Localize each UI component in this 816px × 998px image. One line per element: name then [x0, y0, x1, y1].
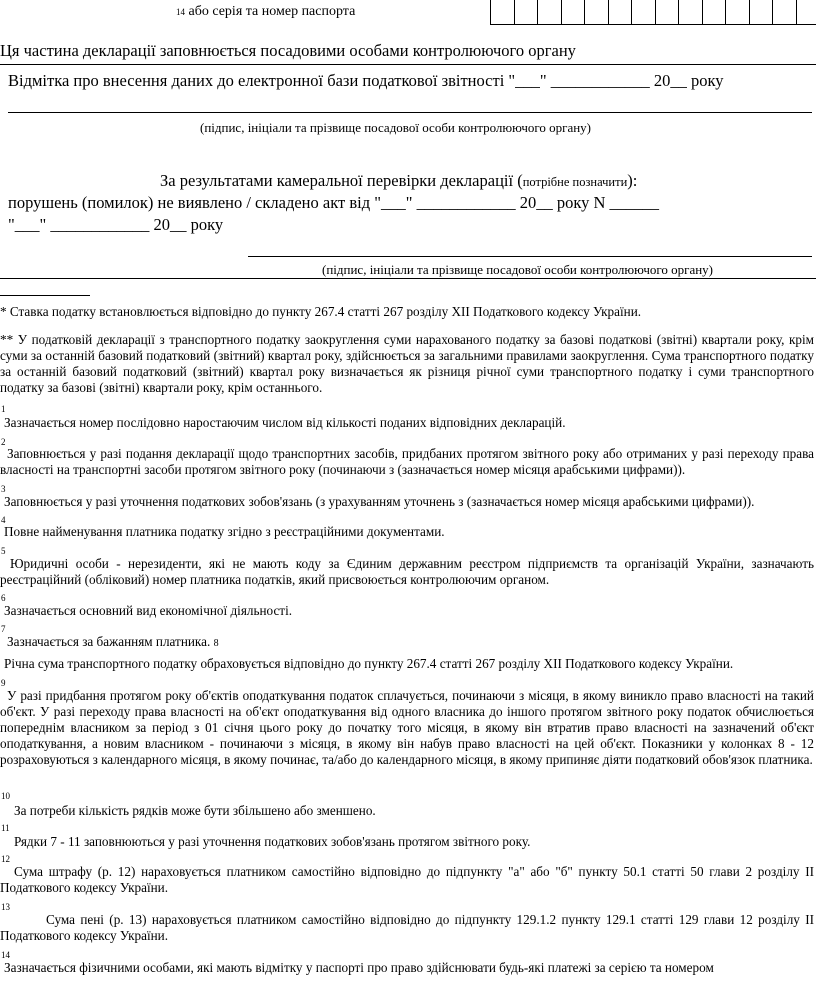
footnote-text [7, 634, 219, 652]
footnote-text: Зазначається номер послідовно наростаючим числом від кількості поданих відповідних декларацій. [4, 415, 566, 430]
passport-digit-box[interactable] [515, 0, 539, 24]
passport-digit-box[interactable] [562, 0, 586, 24]
review-title-note: потрібне позначити [522, 175, 628, 189]
signature-line [8, 112, 812, 113]
passport-digit-box[interactable] [797, 0, 816, 24]
divider [0, 278, 816, 279]
footnote-number: 11 [1, 823, 10, 833]
passport-number-boxes[interactable] [490, 0, 816, 25]
passport-digit-box[interactable] [726, 0, 750, 24]
footnote-marker: 14 [176, 7, 185, 17]
passport-digit-box[interactable] [491, 0, 515, 24]
review-title [160, 171, 637, 191]
footnote-number: 4 [1, 515, 6, 525]
footnote-text: Заповнюється у разі подання декларації щодо транспортних засобів, придбаних протягом звітного року або отриманих у разі переходу права власності на транспортні засоби протягом звітного року (починаючи з (зазначається номер місяця арабськими цифрами)). [0, 446, 814, 477]
footnote-text: Зазначається фізичними особами, які мають відмітку у паспорті про право здійснювати будь-які платежі за серією та номером [4, 960, 714, 975]
note-double-star: ** У податковій декларації з транспортного податку заокруглення суми нарахованого податку за базові податкові (звітні) квартали року, крім суми за останній базовий податковий (звітний) квартал року, здійснюється за загальними правилами заокруглення. Сума транспортного податку за останній базовий податковий (звітний) квартал року визначається як різниця річної суми транспортного податку і суми транспортного податку за базові (звітні) квартали року, крім останнього. [0, 332, 814, 395]
footnote-text: У разі придбання протягом року об'єктів оподаткування податок сплачується, починаючи з місяця, в якому виникло право власності на такий об'єкт. У разі переходу права власності на об'єкт оподаткування від одного власника до іншого протягом звітного року податок обчислюється попереднім власником за період з 01 січня цього року до початку того місяця, в якому він втратив право власності на зазначений об'єкт оподаткування, а новим власником - починаючи з місяця, в якому він набув право власності на цей об'єкт. Показники у колонках 8 - 12 розраховуються з календарного місяця, в якому починає, та/або до календарного місяця, в якому припиняє діяти податковий обов'язок платника. [0, 688, 814, 767]
passport-digit-box[interactable] [656, 0, 680, 24]
control-heading: Ця частина декларації заповнюється посадовими особами контролюючого органу [0, 41, 576, 60]
footnote-number: 14 [1, 950, 10, 960]
footnote-number: 12 [1, 854, 10, 864]
footnote-text: Юридичні особи - нерезиденти, які не мають коду за Єдиним державним реєстром підприємств та організацій України, зазначають реєстраційний (обліковий) номер платника податків, який присвоюється контролюючим органом. [0, 556, 814, 587]
passport-digit-box[interactable] [750, 0, 774, 24]
footnote-text: Повне найменування платника податку згідно з реєстраційними документами. [4, 524, 445, 539]
passport-digit-box[interactable] [609, 0, 633, 24]
signature-caption: (підпис, ініціали та прізвище посадової особи контролюючого органу) [200, 120, 592, 135]
passport-digit-box[interactable] [773, 0, 797, 24]
footnote-number: 6 [1, 593, 6, 603]
footnote-number: 3 [1, 484, 6, 494]
footnote-text: Сума пені (р. 13) нараховується платником самостійно відповідно до підпункту 129.1.2 пункту 129.1 статті 129 глави 12 розділу II Податкового кодексу України. [0, 912, 814, 943]
footnote-number: 7 [1, 624, 6, 634]
divider [0, 64, 816, 65]
signature-line [248, 256, 812, 257]
database-mark-line: Відмітка про внесення даних до електронної бази податкової звітності "___" ____________ 20__ року [8, 71, 724, 90]
footnote-text-7: Зазначається за бажанням платника. [7, 634, 211, 649]
footnote-number: 2 [1, 437, 6, 447]
footnote-text: За потреби кількість рядків може бути збільшено або зменшено. [14, 803, 376, 818]
review-title-close: ): [627, 171, 638, 190]
passport-digit-box[interactable] [538, 0, 562, 24]
note-star: * Ставка податку встановлюється відповідно до пункту 267.4 статті 267 розділу XII Податкового кодексу України. [0, 304, 642, 319]
passport-digit-box[interactable] [585, 0, 609, 24]
footnote-text: Сума штрафу (р. 12) нараховується платником самостійно відповідно до підпункту "а" або "б" пункту 50.1 статті 50 глави 2 розділу II Податкового кодексу України. [0, 864, 814, 895]
footnote-separator [0, 295, 90, 296]
signature-caption: (підпис, ініціали та прізвище посадової особи контролюючого органу) [322, 262, 714, 277]
passport-digit-box[interactable] [679, 0, 703, 24]
footnote-number: 1 [1, 404, 6, 414]
footnote-number: 9 [1, 678, 6, 688]
footnote-text: Зазначається основний вид економічної діяльності. [4, 603, 293, 618]
footnote-number: 8 [213, 638, 219, 649]
footnote-text: Рядки 7 - 11 заповнюються у разі уточнення податкових зобов'язань протягом звітного року. [14, 834, 531, 849]
review-date-line: "___" ____________ 20__ року [8, 215, 224, 234]
passport-label: або серія та номер паспорта [188, 4, 356, 19]
passport-digit-box[interactable] [632, 0, 656, 24]
review-title-text: За результатами камеральної перевірки декларації ( [160, 171, 523, 190]
footnote-number: 10 [1, 791, 10, 801]
footnote-text: Заповнюється у разі уточнення податкових зобов'язань (з урахуванням уточнень з (зазначається номер місяця арабськими цифрами)). [4, 494, 755, 509]
review-result-line: порушень (помилок) не виявлено / складено акт від "___" ____________ 20__ року N ______ [8, 193, 660, 212]
passport-label-row [176, 4, 355, 20]
passport-digit-box[interactable] [703, 0, 727, 24]
footnote-number: 13 [1, 902, 10, 912]
footnote-text: Річна сума транспортного податку обраховується відповідно до пункту 267.4 статті 267 розділу XII Податкового кодексу України. [4, 656, 734, 671]
footnote-number: 5 [1, 546, 6, 556]
